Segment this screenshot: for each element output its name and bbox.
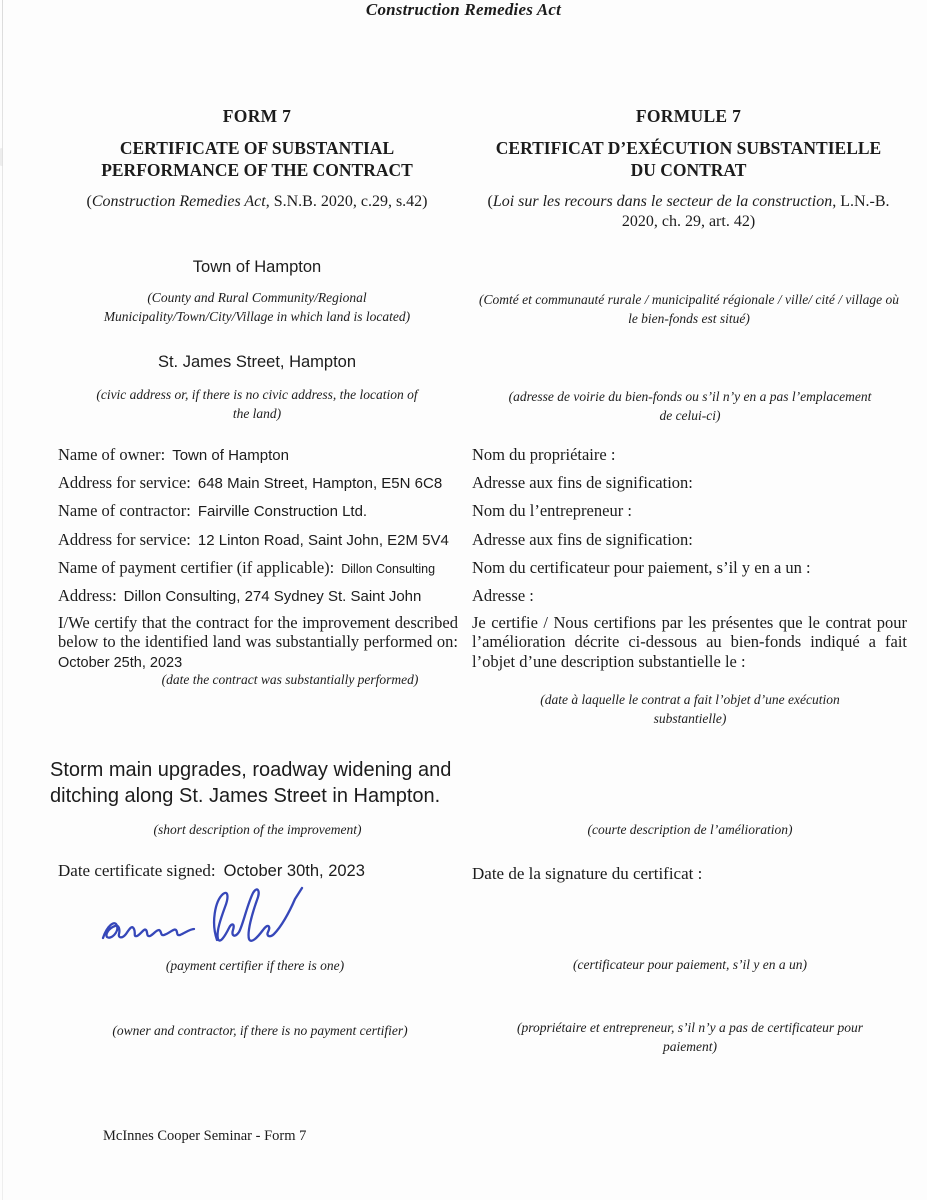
french-statute-citation [470, 192, 907, 232]
signature-stroke-word1 [103, 923, 194, 938]
field-row-owner-name-fr: Nom du propriétaire : [472, 445, 616, 464]
field-row-certifier-name-fr: Nom du certificateur pour paiement, s’il y en a un : [472, 558, 811, 577]
statute-open-paren: ( [86, 192, 92, 210]
owner-name-value: Town of Hampton [172, 447, 289, 464]
performance-date-caption-fr: (date à laquelle le contrat a fait l’objet d’une exécution substantielle) [540, 692, 840, 726]
improvement-description-value: Storm main upgrades, roadway widening and ditching along St. James Street in Hampton. [50, 759, 452, 808]
english-form-title [58, 138, 456, 182]
performance-date-caption-en: (date the contract was substantially performed) [161, 672, 419, 687]
field-row-contractor-name-fr: Nom du l’entrepreneur : [472, 501, 632, 520]
municipality-value: Town of Hampton [192, 258, 322, 276]
date-signed-row-en [58, 861, 468, 881]
contractor-address-label: Address for service: [58, 530, 191, 549]
civic-address-value: St. James Street, Hampton [157, 353, 357, 371]
contractor-name-value: Fairville Construction Ltd. [197, 503, 368, 520]
certification-text-en: I/We certify that the contract for the improvement described below to the identified land was substantially performed on: [58, 613, 458, 652]
civic-address-caption-en: (civic address or, if there is no civic address, the location of the land) [96, 387, 418, 421]
substantial-performance-date: October 25th, 2023 [58, 654, 183, 671]
field-row-contractor-address [58, 530, 462, 550]
certifier-name-label: Name of payment certifier (if applicable): [58, 558, 335, 577]
improvement-caption-en: (short description of the improvement) [153, 822, 362, 837]
date-signed-label-en: Date certificate signed: [58, 861, 216, 880]
field-row-certifier-name [58, 558, 462, 578]
field-row-certifier-address [58, 586, 468, 606]
french-act-name: Loi sur les recours dans le secteur de la construction [492, 192, 833, 210]
english-statute-reference: , S.N.B. 2020, c.29, s.42) [265, 192, 428, 210]
signature-stroke-word2 [214, 888, 302, 941]
payment-certifier-caption-fr: (certificateur pour paiement, s’il y en a un) [573, 957, 807, 972]
english-statute-citation [58, 192, 456, 212]
english-form-title-line1: CERTIFICATE OF SUBSTANTIAL [119, 138, 395, 158]
field-row-owner-address-fr: Adresse aux fins de signification: [472, 473, 693, 492]
signature-handwritten [95, 884, 323, 958]
certification-paragraph-en [58, 613, 458, 672]
date-signed-value: October 30th, 2023 [223, 862, 365, 880]
owner-address-value: 648 Main Street, Hampton, E5N 6C8 [197, 475, 443, 492]
certifier-name-value: Dillon Consulting [341, 562, 436, 576]
french-statute-reference: , L.N.-B. 2020, ch. 29, art. 42) [621, 192, 890, 230]
scan-edge-artifact [2, 0, 3, 1200]
french-form-title-line2: DU CONTRAT [630, 159, 747, 180]
english-form-title-line2: PERFORMANCE OF THE CONTRACT [101, 159, 413, 180]
statute-open-paren-fr: ( [487, 192, 493, 210]
french-form-title-line1: CERTIFICAT D’EXÉCUTION SUBSTANTIELLE [495, 138, 882, 158]
footer-seminar-label: McInnes Cooper Seminar - Form 7 [103, 1128, 307, 1144]
contractor-name-label: Name of contractor: [58, 501, 191, 520]
field-row-owner-name [58, 445, 462, 465]
certification-paragraph-fr: Je certifie / Nous certifions par les présentes que le contrat pour l’amélioration décrite ci-dessous au bien-fonds indiqué a fait l’objet d’une description substantielle le : [472, 613, 907, 671]
contractor-address-value: 12 Linton Road, Saint John, E2M 5V4 [197, 532, 449, 549]
municipality-caption-fr: (Comté et communauté rurale / municipalité régionale / ville/ cité / village où le bien-fonds est situé) [479, 292, 899, 326]
english-act-name: Construction Remedies Act [91, 192, 266, 210]
civic-address-caption-fr: (adresse de voirie du bien-fonds ou s’il n’y en a pas l’emplacement de celui-ci) [508, 389, 872, 423]
owner-contractor-caption-fr: (propriétaire et entrepreneur, s’il n’y a pas de certificateur pour paiement) [517, 1020, 863, 1054]
french-header [470, 106, 907, 232]
owner-address-label: Address for service: [58, 473, 191, 492]
owner-name-label: Name of owner: [58, 445, 166, 464]
owner-contractor-caption-en: (owner and contractor, if there is no payment certifier) [112, 1023, 408, 1038]
field-row-owner-address [58, 473, 462, 493]
field-row-contractor-name [58, 501, 462, 521]
french-form-title [470, 138, 907, 182]
french-form-number: FORMULE 7 [635, 106, 742, 126]
municipality-caption-en: (County and Rural Community/Regional Municipality/Town/City/Village in which land is located) [103, 290, 411, 324]
field-row-certifier-address-fr: Adresse : [472, 586, 534, 605]
document-act-title: Construction Remedies Act [365, 0, 562, 19]
english-form-number: FORM 7 [222, 106, 292, 126]
improvement-caption-fr: (courte description de l’amélioration) [587, 822, 793, 837]
english-header [58, 106, 456, 212]
certifier-address-label: Address: [58, 586, 117, 605]
scan-smudge-artifact [0, 148, 3, 166]
field-row-contractor-address-fr: Adresse aux fins de signification: [472, 530, 693, 549]
date-signed-label-fr: Date de la signature du certificat : [472, 864, 703, 883]
payment-certifier-caption-en: (payment certifier if there is one) [165, 958, 345, 973]
certifier-address-value: Dillon Consulting, 274 Sydney St. Saint John [123, 588, 422, 605]
